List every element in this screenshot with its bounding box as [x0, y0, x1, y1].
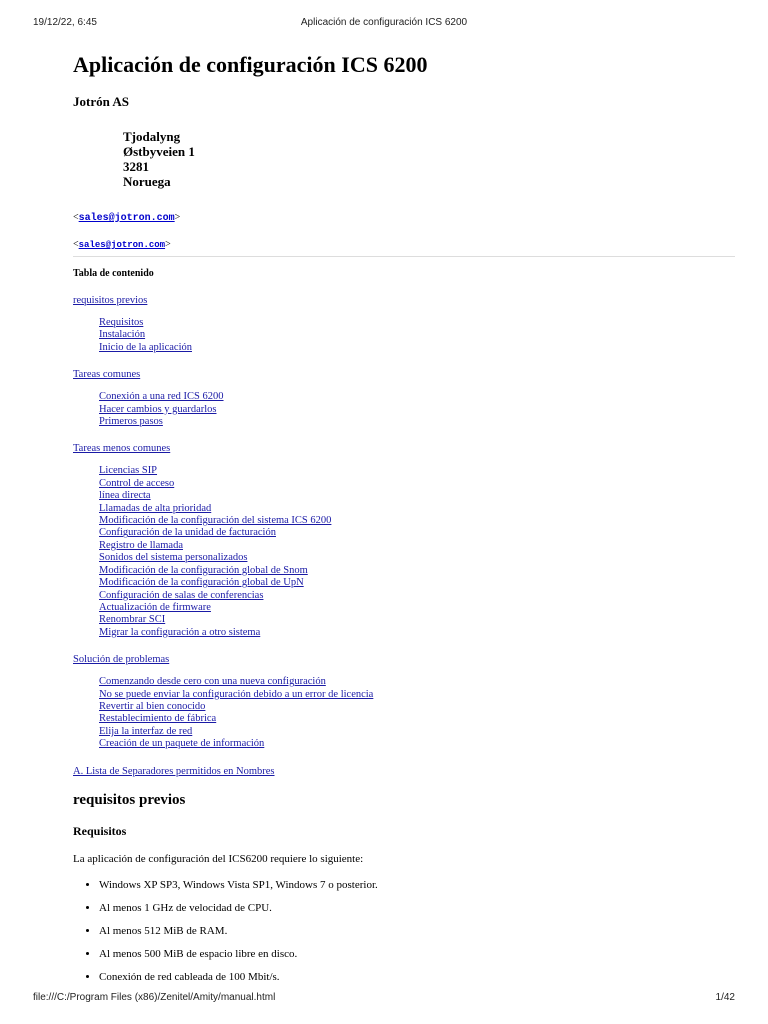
- toc-link[interactable]: Renombrar SCI: [99, 614, 166, 626]
- email-line: <sales@jotron.com>: [73, 239, 171, 250]
- list-item: • Al menos 512 MiB de RAM.: [99, 924, 735, 938]
- address-block: [123, 129, 735, 189]
- toc-section: [73, 440, 735, 639]
- list-item: • Al menos 1 GHz de velocidad de CPU.: [99, 901, 735, 915]
- toc-link[interactable]: Inicio de la aplicación: [99, 341, 192, 353]
- toc-link[interactable]: Comenzando desde cero con una nueva configuración: [99, 676, 326, 688]
- toc-link-solucion-de-problemas[interactable]: Solución de problemas: [73, 654, 170, 666]
- document-content: [73, 52, 735, 993]
- divider: [73, 256, 735, 257]
- toc-link[interactable]: Elija la interfaz de red: [99, 725, 193, 737]
- toc-link[interactable]: Primeros pasos: [99, 416, 163, 428]
- toc-link[interactable]: Modificación de la configuración global de UpN: [99, 577, 304, 589]
- print-title: Aplicación de configuración ICS 6200: [300, 17, 468, 28]
- toc-link-tareas-comunes[interactable]: Tareas comunes: [73, 369, 141, 381]
- list-item: • Al menos 500 MiB de espacio libre en disco.: [99, 947, 735, 961]
- toc-section: [73, 763, 735, 778]
- requirements-list: [73, 878, 735, 984]
- toc-link[interactable]: Licencias SIP: [99, 465, 158, 477]
- toc-link[interactable]: Configuración de salas de conferencias: [99, 589, 264, 601]
- toc-link[interactable]: Control de acceso: [99, 477, 175, 489]
- toc-link-tareas-menos-comunes[interactable]: Tareas menos comunes: [73, 443, 171, 455]
- email-link[interactable]: sales@jotron.com: [78, 240, 166, 250]
- address-line: Noruega: [123, 174, 171, 189]
- toc-link[interactable]: Restablecimiento de fábrica: [99, 713, 217, 725]
- address-line: Østbyveien 1: [123, 144, 195, 159]
- toc-link[interactable]: Migrar la configuración a otro sistema: [99, 626, 261, 638]
- list-item: • Windows XP SP3, Windows Vista SP1, Windows 7 o posterior.: [99, 878, 735, 892]
- toc-link[interactable]: Actualización de firmware: [99, 601, 211, 613]
- toc-sublist: [99, 317, 735, 354]
- toc-title: Tabla de contenido: [73, 268, 154, 279]
- document-title: Aplicación de configuración ICS 6200: [73, 52, 428, 77]
- print-url: file:///C:/Program Files (x86)/Zenitel/Amity/manual.html: [33, 992, 276, 1003]
- subsection-title: Requisitos: [73, 823, 127, 838]
- toc-link-requisitos-previos[interactable]: requisitos previos: [73, 295, 148, 306]
- toc-link[interactable]: Hacer cambios y guardarlos: [99, 403, 217, 415]
- toc-link[interactable]: No se puede enviar la configuración debido a un error de licencia: [99, 688, 374, 700]
- intro-paragraph: La aplicación de configuración del ICS6200 requiere lo siguiente:: [73, 852, 364, 865]
- toc-sublist: [99, 391, 735, 428]
- address-line: Tjodalyng: [123, 129, 181, 144]
- toc-link[interactable]: Sonidos del sistema personalizados: [99, 552, 248, 564]
- toc-link[interactable]: línea directa: [99, 490, 151, 502]
- print-header: [0, 17, 768, 31]
- section-title: requisitos previos: [73, 791, 186, 808]
- company-name: Jotrón AS: [73, 94, 129, 109]
- toc-link[interactable]: Configuración de la unidad de facturación: [99, 527, 276, 539]
- print-footer: [0, 992, 768, 1006]
- toc-link[interactable]: Requisitos: [99, 317, 144, 328]
- toc-sublist: [99, 465, 735, 639]
- toc-link[interactable]: Revertir al bien conocido: [99, 700, 206, 712]
- email-link[interactable]: sales@jotron.com: [78, 213, 175, 224]
- toc-sublist: [99, 676, 735, 750]
- email-line: <sales@jotron.com>: [73, 212, 181, 224]
- toc-link[interactable]: Llamadas de alta prioridad: [99, 502, 212, 514]
- toc-link[interactable]: Instalación: [99, 329, 146, 341]
- print-date: 19/12/22, 6:45: [33, 17, 97, 28]
- toc-link[interactable]: Conexión a una red ICS 6200: [99, 391, 224, 403]
- list-item: • Conexión de red cableada de 100 Mbit/s.: [99, 970, 735, 984]
- toc-section: [73, 366, 735, 428]
- toc-link[interactable]: Creación de un paquete de información: [99, 738, 265, 750]
- address-line: 3281: [123, 159, 149, 174]
- toc-link[interactable]: Modificación de la configuración global de Snom: [99, 564, 308, 576]
- page-number: 1/42: [715, 992, 735, 1003]
- toc-section: [73, 651, 735, 750]
- toc-link[interactable]: Registro de llamada: [99, 539, 183, 551]
- toc-section: [73, 292, 735, 354]
- toc-link[interactable]: Modificación de la configuración del sistema ICS 6200: [99, 515, 332, 527]
- toc-link-appendix-a[interactable]: A. Lista de Separadores permitidos en Nombres: [73, 765, 275, 777]
